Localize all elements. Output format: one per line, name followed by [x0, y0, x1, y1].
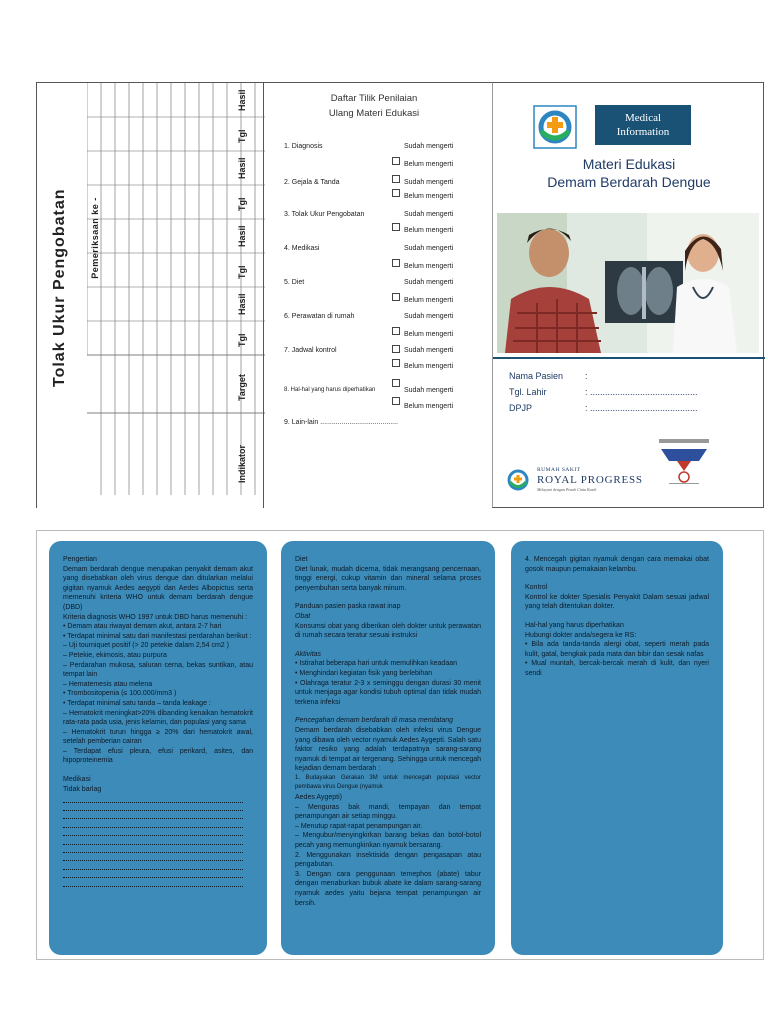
- blank-line: [63, 861, 243, 869]
- bullet: • Olahraga teratur 2-3 x seminggu dengan durasi 30 menit untuk menjaga agar kondisi tubuh optimal dan tidak mudah terkena infeksi: [295, 679, 481, 706]
- checklist-title: [284, 91, 464, 121]
- checkbox[interactable]: [392, 157, 400, 165]
- blank-line: [63, 845, 243, 853]
- bullet: • Trombositopenia (≤ 100.000/mm3 ): [63, 690, 177, 698]
- blank-line: [63, 811, 243, 819]
- checklist-question: 5. Diet: [284, 279, 305, 286]
- label-tgl: Tgl: [237, 333, 247, 347]
- field-dpjp: [509, 403, 698, 413]
- cover-title-line2: Demam Berdarah Dengue: [547, 174, 711, 190]
- heading-kontrol: Kontrol: [525, 584, 548, 592]
- bottom-sheet: [36, 530, 764, 960]
- blank-line: [63, 803, 243, 811]
- checklist-title-line2: Ulang Materi Edukasi: [328, 108, 420, 119]
- bullet: • Terdapat minimal satu tanda – tanda leakage :: [63, 699, 211, 707]
- pemeriksaan-label: Pemeriksaan ke -: [90, 197, 100, 279]
- heading-hal-hal: Hal-hal yang harus diperhatikan: [525, 621, 624, 629]
- blank-line: [63, 794, 243, 802]
- paragraph: Kontrol ke dokter Spesialis Penyakit Dalam sesuai jadwal yang telah ditentukan dokter.: [525, 593, 709, 611]
- paragraph: Demam berdarah disebabkan oleh infeksi virus Dengue yang dibawa oleh vector nyamuk Aedes Aygepti. Salah satu faktor resiko yang adalah terdapatnya sarang-sarang nyamuk di tempat air tergenang. Sehingga untuk mencegah kejadian demam berdarah :: [295, 726, 481, 773]
- bullet: • Bila ada tanda-tanda alergi obat, seperti merah pada kulit, gatal, bengkak pada mata dan bibir dan sesak nafas: [525, 641, 709, 658]
- field-nama-pasien: [509, 371, 588, 381]
- bullet: • Menghindari kegiatan fisik yang berlebihan: [295, 669, 433, 677]
- cover-title: [493, 155, 765, 191]
- bullet: – Hematemesis atau melena: [63, 680, 153, 688]
- paragraph: Diet lunak, mudah dicerna, tidak merangsang pencernaan, tinggi energi, cukup vitamin dan mineral selama proses penyembuhan serta banyak minum.: [295, 565, 481, 592]
- checklist-question: 2. Gejala & Tanda: [284, 179, 340, 186]
- checkbox[interactable]: [392, 223, 400, 231]
- chart-title: Tolak Ukur Pengobatan: [51, 188, 68, 387]
- top-sheet: [36, 82, 764, 508]
- checkbox[interactable]: [392, 379, 400, 387]
- rs-line2: ROYAL PROGRESS: [537, 474, 643, 486]
- rs-line1: RUMAH SAKIT: [537, 467, 581, 473]
- label-tgl: Tgl: [237, 197, 247, 211]
- bullet: – Uji tourniquet positif (> 20 petekie dalam 2,54 cm2 ): [63, 642, 229, 650]
- blank-line: [63, 836, 243, 844]
- bullet: – Perdarahan mukosa, saluran cerna, bekas suntikan, atau tempat lain: [63, 661, 253, 679]
- hospital-logo-icon: [533, 105, 577, 149]
- panel-diet: [281, 541, 495, 955]
- heading-obat: Obat: [295, 612, 311, 620]
- blank-line: [63, 828, 243, 836]
- option-sudah: Sudah mengerti: [404, 211, 454, 218]
- field-colon: :: [585, 371, 588, 381]
- field-label: DPJP: [509, 403, 533, 413]
- blank-line: [63, 870, 243, 878]
- cover-title-line1: Materi Edukasi: [582, 156, 676, 172]
- checklist-question: 8. Hal-hal yang harus diperhatikan: [284, 387, 376, 393]
- option-sudah: Sudah mengerti: [404, 279, 454, 286]
- field-dots: : ...........................................: [585, 387, 698, 397]
- label-indikator: Indikator: [237, 444, 247, 483]
- heading-medikasi: Medikasi: [63, 776, 91, 784]
- list-item: 4. Mencegah gigitan nyamuk dengan cara memakai obat gosok maupun pemakaian kelambu.: [525, 556, 709, 573]
- checklist-question: 4. Medikasi: [284, 245, 320, 252]
- medikasi-note: Tidak barlag: [63, 785, 102, 793]
- list-item: Aedes Aygepti): [295, 794, 342, 802]
- checklist-question: 7. Jadwal kontrol: [284, 347, 337, 354]
- option-sudah: Sudah mengerti: [404, 387, 454, 394]
- checkbox[interactable]: [392, 327, 400, 335]
- option-belum: Belum mengerti: [404, 403, 454, 410]
- label-hasil: Hasil: [237, 89, 247, 111]
- bullet: • Mual muntah, bercak-bercak merah di kulit, dan nyeri sendi: [525, 660, 709, 677]
- paragraph: Hubungi dokter anda/segera ke RS:: [525, 631, 637, 639]
- list-item: – Menutup rapat-rapat penampungan air.: [295, 822, 423, 830]
- bullet: • Terdapat minimal satu dari manifestasi perdarahan berikut :: [63, 632, 252, 640]
- label-hasil: Hasil: [237, 293, 247, 315]
- field-dots: : ...........................................: [585, 403, 698, 413]
- checklist-question: 1. Diagnosis: [284, 143, 323, 150]
- option-belum: Belum mengerti: [404, 263, 454, 270]
- cover-panel: [492, 82, 764, 508]
- option-belum: Belum mengerti: [404, 363, 454, 370]
- checkbox[interactable]: [392, 359, 400, 367]
- monitoring-chart-panel: [36, 82, 264, 508]
- bullet: – Terdapat efusi pleura, efusi perikard, asites, dan hipoproteinemia: [63, 747, 253, 765]
- info-line1: Medical: [624, 112, 662, 124]
- option-sudah: Sudah mengerti: [404, 245, 454, 252]
- label-tgl: Tgl: [237, 129, 247, 143]
- cover-divider: [493, 357, 765, 359]
- accreditation-logo-icon: [655, 439, 713, 485]
- field-tgl-lahir: [509, 387, 698, 397]
- heading-pencegahan: Pencegahan demam berdarah di masa mendatang: [295, 717, 453, 725]
- checklist-title-line1: Daftar Tilik Penilaian: [330, 93, 418, 104]
- blank-line: [63, 853, 243, 861]
- royal-progress-logo-icon: [507, 469, 529, 491]
- info-line2: Information: [616, 126, 670, 138]
- label-hasil: Hasil: [237, 225, 247, 247]
- list-item: 3. Dengan cara penggunaan temephos (abate) tabur dengan menaburkan bubuk abate ke dalam sarang-sarang nyamuk aedes yaitu bejana tempat penampungan air bersih.: [295, 870, 481, 907]
- bullet: – Hematokrit meningkat>20% dibanding kenaikan hematokrit rata-rata pada usia, jenis kelamin, dan populasi yang sama: [63, 709, 253, 727]
- checkbox[interactable]: [392, 293, 400, 301]
- option-belum: Belum mengerti: [404, 331, 454, 338]
- panel-pengertian: [49, 541, 267, 955]
- panel-kontrol: [511, 541, 723, 955]
- option-belum: Belum mengerti: [404, 161, 454, 168]
- option-sudah: Sudah mengerti: [404, 347, 454, 354]
- option-sudah: Sudah mengerti: [404, 179, 454, 186]
- field-label: Tgl. Lahir: [509, 387, 547, 397]
- rs-line3: Melayani dengan Penuh Cinta Kasih: [537, 487, 597, 492]
- heading-pengertian: Pengertian: [63, 556, 97, 563]
- paragraph: Konsumsi obat yang diberikan oleh dokter untuk perawatan di rumah secara teratur sesuai instruksi: [295, 622, 481, 640]
- paragraph: Demam berdarah dengue merupakan penyakit demam akut yang disebabkan oleh virus dengue dan ditularkan melalui gigitan nyamuk Aedes aegypti dan Aedes Albopictus serta memenuhi kriteria WHO untuk demam berdarah dengue (DBD): [63, 565, 253, 611]
- option-belum: Belum mengerti: [404, 297, 454, 304]
- checkbox[interactable]: [392, 397, 400, 405]
- list-item: 2. Menggunakan insektisida dengan pengasapan atau pengabutan.: [295, 851, 481, 869]
- bullet: • Istirahat beberapa hari untuk memulihkan keadaan: [295, 660, 457, 668]
- label-target: Target: [237, 374, 247, 401]
- checkbox[interactable]: [392, 189, 400, 197]
- heading-aktivitas: Aktivitas: [295, 650, 322, 658]
- heading-diet: Diet: [295, 556, 308, 563]
- bullet: – Petekie, ekimosis, atau purpura: [63, 651, 167, 659]
- option-sudah: Sudah mengerti: [404, 143, 454, 150]
- blank-line: [63, 819, 243, 827]
- checklist-panel: [264, 82, 492, 508]
- heading-panduan: Panduan pasien paska rawat inap: [295, 603, 401, 611]
- list-item: – Mengubur/menyingkirkan barang bekas dan botol-botol pecah yang memungkinkan nyamuk bersarang.: [295, 832, 481, 850]
- list-item: – Menguras bak mandi, tempayan dan tempat penampungan air setiap minggu.: [295, 803, 481, 821]
- bullet: – Hematokrit turun hingga ≥ 20% dari hematokrit awal, setelah pemberian cairan: [63, 728, 253, 746]
- blank-line: [63, 878, 243, 886]
- list-item: 1. Budayakan Gerakan 3M untuk mencegah populasi vector pembawa virus Dengue (nyamuk: [295, 774, 481, 791]
- checklist-question: 9. Lain-lain ........................................: [284, 419, 398, 426]
- medical-information-box: [595, 105, 691, 145]
- checklist-question: 6. Perawatan di rumah: [284, 313, 355, 320]
- bullet: • Demam atau riwayat demam akut, antara 2-7 hari: [63, 623, 222, 631]
- paragraph: Kriteria diagnosis WHO 1997 untuk DBD harus memenuhi :: [63, 613, 248, 621]
- option-belum: Belum mengerti: [404, 227, 454, 234]
- label-tgl: Tgl: [237, 265, 247, 279]
- option-belum: Belum mengerti: [404, 193, 454, 200]
- checklist-question: 3. Tolak Ukur Pengobatan: [284, 211, 365, 218]
- field-label: Nama Pasien: [509, 371, 564, 381]
- option-sudah: Sudah mengerti: [404, 313, 454, 320]
- label-hasil: Hasil: [237, 157, 247, 179]
- checkbox[interactable]: [392, 259, 400, 267]
- doctor-patient-photo: [497, 213, 759, 353]
